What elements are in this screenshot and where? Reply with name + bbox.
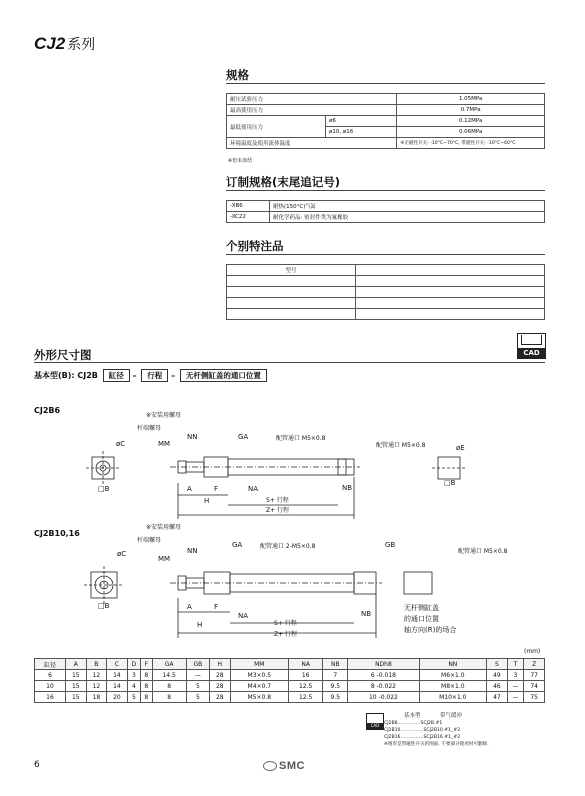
dim-cell: 28: [209, 670, 230, 681]
drawing2-title: CJ2B10,16: [34, 529, 80, 538]
dim-cell: 20: [107, 692, 128, 703]
dim-header-cell: GB: [186, 659, 209, 670]
dim-cell: 6 -0.018: [348, 670, 419, 681]
dim-header-cell: B: [86, 659, 107, 670]
dim-cell: 9.5: [323, 692, 348, 703]
dim-cell: 12: [86, 670, 107, 681]
dim-cell: 3: [507, 670, 524, 681]
bore-box: 缸径: [103, 369, 130, 382]
dim-cell: 28: [209, 681, 230, 692]
dim-cell: 10: [35, 681, 66, 692]
dim-cell: 16: [289, 670, 323, 681]
dim-cell: 5: [186, 681, 209, 692]
cad-icon[interactable]: CAD: [517, 333, 546, 359]
dim-cell: 7: [323, 670, 348, 681]
dim-cell: 8: [152, 692, 186, 703]
dim-cell: 5: [127, 692, 140, 703]
outline-title: 外形尺寸图: [34, 348, 92, 362]
dim-cell: M3×0.5: [230, 670, 289, 681]
dim-cell: 12.5: [289, 692, 323, 703]
dim-cell: 12.5: [289, 681, 323, 692]
dim-cell: 8: [141, 681, 152, 692]
dim-cell: 3: [127, 670, 140, 681]
smc-logo: SMC: [263, 760, 305, 772]
dim-header-cell: 缸径: [35, 659, 66, 670]
cad-small-icon: CAD: [366, 713, 384, 730]
dim-cell: 8 -0.022: [348, 681, 419, 692]
specs-rule: [226, 83, 545, 84]
dim-cell: 18: [86, 692, 107, 703]
individual-table: 型号: [226, 264, 545, 320]
page-number: 6: [34, 760, 40, 770]
dim-row: [35, 681, 545, 692]
dim-cell: M8×1.0: [419, 681, 487, 692]
dim-cell: 15: [65, 670, 86, 681]
dim-cell: —: [507, 681, 524, 692]
dim-cell: —: [507, 692, 524, 703]
dim-cell: M10×1.0: [419, 692, 487, 703]
dim-cell: 49: [487, 670, 508, 681]
d2-axial-port: [404, 572, 432, 594]
dim-cell: M4×0.7: [230, 681, 289, 692]
dim-header-cell: F: [141, 659, 152, 670]
individual-title: 个别特注品: [226, 239, 284, 253]
dimensions-table: [34, 658, 545, 703]
dim-cell: 16: [35, 692, 66, 703]
dim-cell: 8: [141, 692, 152, 703]
dim-cell: 5: [186, 692, 209, 703]
dim-cell: 12: [86, 681, 107, 692]
dim-header-cell: NDh8: [348, 659, 419, 670]
dim-header-cell: S: [487, 659, 508, 670]
dim-header-cell: A: [65, 659, 86, 670]
dim-cell: M6×1.0: [419, 670, 487, 681]
stroke-box: 行程: [141, 369, 168, 382]
dim-cell: 74: [524, 681, 545, 692]
dim-cell: M5×0.8: [230, 692, 289, 703]
dim-cell: 15: [65, 692, 86, 703]
dim-cell: 6: [35, 670, 66, 681]
custom-rule: [226, 190, 545, 191]
page-title: CJ2 系列: [34, 34, 96, 53]
dim-unit: (mm): [524, 648, 541, 655]
custom-title: 订制规格(末尾追记号): [226, 175, 341, 189]
basic-type-row: 基本型(B): CJ2B 缸径 – 行程 – 无杆侧缸盖的通口位置: [34, 369, 267, 382]
dim-header-cell: Z: [524, 659, 545, 670]
dim-cell: 4: [127, 681, 140, 692]
dim-header-cell: C: [107, 659, 128, 670]
specs-note: ※但未冻结: [228, 158, 253, 164]
dim-header-cell: NN: [419, 659, 487, 670]
dim-cell: 28: [209, 692, 230, 703]
dim-cell: 77: [524, 670, 545, 681]
dim-cell: 14: [107, 681, 128, 692]
cad-note-list: CJ2B6……………SCJ2B.#1 CJ2B10……………SCJ2B10.#1_#2 CJ2B16……………SCJ2B16.#1_#2 ※图形是带磁性开关的图面. 不要部分使用时可删除.: [384, 721, 489, 747]
specs-table: 耐压试验压力 1.05MPa 最高使用压力 0.7MPa 最低使用压力 ø6 0.12MPa ø10, ø16 0.06MPa 环境温度及使用流体温度 ※无磁性开关: -10°C~70°C, 带磁性开关: -10°C~60°C: [226, 93, 545, 149]
smc-logo-icon: [263, 761, 277, 771]
drawing1-svg: [0, 405, 585, 525]
dim-header-cell: NA: [289, 659, 323, 670]
individual-rule: [226, 254, 545, 255]
dim-header-cell: MM: [230, 659, 289, 670]
dim-header-cell: T: [507, 659, 524, 670]
drawing1-title: CJ2B6: [34, 406, 61, 415]
dim-cell: 8: [141, 670, 152, 681]
dim-cell: 46: [487, 681, 508, 692]
dim-header-cell: GA: [152, 659, 186, 670]
dim-cell: 14: [107, 670, 128, 681]
dim-cell: 75: [524, 692, 545, 703]
dim-header-cell: D: [127, 659, 140, 670]
dim-header-cell: H: [209, 659, 230, 670]
custom-table: -XB6 耐热(150°C)气缸 -XC22 耐化学药品: 密封件类为氟橡胶: [226, 200, 545, 223]
dim-cell: —: [186, 670, 209, 681]
dim-cell: 8: [152, 681, 186, 692]
specs-title: 规格: [226, 68, 249, 82]
dim-header-cell: NB: [323, 659, 348, 670]
dim-row: [35, 692, 545, 703]
dim-cell: 15: [65, 681, 86, 692]
dim-cell: 14.5: [152, 670, 186, 681]
port-position-box: 无杆侧缸盖的通口位置: [180, 369, 267, 382]
dim-row: [35, 670, 545, 681]
dim-cell: 9.5: [323, 681, 348, 692]
outline-rule: [34, 362, 545, 363]
dim-cell: 10 -0.022: [348, 692, 419, 703]
dim-cell: 47: [487, 692, 508, 703]
